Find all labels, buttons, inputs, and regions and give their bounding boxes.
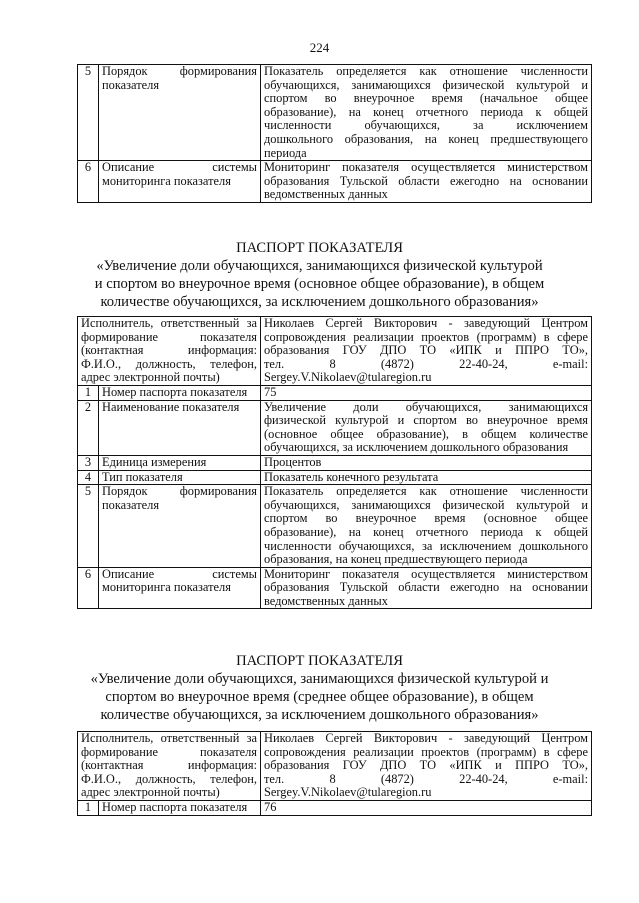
cell-line: тел. 8 (4872) 22-40-24, e-mail: (264, 771, 589, 786)
cell-line: Номер паспорта показателя (102, 384, 248, 399)
cell-line: адрес электронной почты) (81, 785, 220, 800)
executor-value (261, 732, 592, 801)
passport-subtitle-line: количестве обучающихся, за исключением дошкольного образования» (100, 707, 539, 723)
executor-value (261, 317, 592, 386)
table-row (78, 455, 592, 470)
cell-line: Ф.И.О., должность, телефон, (81, 771, 258, 786)
passport-subtitle-line: спортом во внеурочное время (среднее общее образование), в общем (105, 689, 534, 705)
table-row (78, 65, 592, 161)
row-number: 6 (78, 161, 99, 203)
passport-subtitle-line: «Увеличение доли обучающихся, занимающихся физической культурой (96, 258, 543, 274)
row-label (99, 65, 261, 161)
cell-line: Единица измерения (102, 454, 207, 469)
row-value (261, 567, 592, 609)
cell-line: формирование показателя (81, 329, 258, 344)
row-number: 3 (78, 455, 99, 470)
passport-subtitle-line: и спортом во внеурочное время (основное общее образование), в общем (94, 276, 545, 292)
table-row (78, 800, 592, 815)
indicator-table-continued (77, 64, 592, 203)
row-label (99, 470, 261, 485)
cell-line: спортом во внеурочное время (основное общее (264, 511, 589, 526)
passport-title: ПАСПОРТ ПОКАЗАТЕЛЯ (236, 653, 403, 669)
row-label (99, 800, 261, 815)
cell-line: Порядок формирования (102, 484, 258, 499)
table-row (78, 485, 592, 568)
cell-line: сопровождения реализации проектов (программ) в сфере (264, 329, 589, 344)
cell-line: Увеличение доли обучающихся, занимающихся (264, 399, 589, 414)
passport-subtitle-line: количестве обучающихся, за исключением дошкольного образования» (100, 294, 539, 310)
cell-line: образования ГОУ ДПО ТО «ИПК и ППРО ТО», (264, 758, 589, 773)
table-body (78, 732, 592, 816)
cell-line: Исполнитель, ответственный за (81, 316, 258, 330)
row-number: 6 (78, 567, 99, 609)
cell-line: мониторинга показателя (102, 580, 231, 595)
cell-line: Наименование показателя (102, 399, 240, 414)
executor-row (78, 317, 592, 386)
cell-line: 75 (264, 384, 277, 399)
row-value (261, 385, 592, 400)
table-row (78, 161, 592, 203)
passport-heading (0, 239, 639, 311)
cell-line: (основное общее образование), в общем количестве (264, 426, 589, 441)
cell-line: образование), на конец отчетного периода к общей (264, 104, 588, 119)
cell-line: (контактная информация: (81, 343, 258, 358)
row-label (99, 385, 261, 400)
cell-line: Мониторинг показателя осуществляется министерством (264, 566, 589, 581)
cell-line: Описание системы (102, 160, 257, 175)
passport-table (77, 731, 592, 816)
cell-line: показателя (102, 77, 160, 92)
cell-line: Николаев Сергей Викторович - заведующий Центром (264, 731, 589, 745)
cell-line: спортом во внеурочное время (начальное общее (264, 91, 588, 106)
row-value (261, 400, 592, 455)
row-label (99, 161, 261, 203)
cell-line: Показатель определяется как отношение численности (264, 64, 588, 78)
row-number: 1 (78, 385, 99, 400)
row-value (261, 470, 592, 485)
cell-line: периода (264, 145, 307, 160)
cell-line: показателя (102, 497, 160, 512)
cell-line: численности обучающихся, за исключением дошкольного (264, 538, 589, 553)
cell-line: Процентов (264, 454, 322, 469)
passport-heading (0, 652, 639, 724)
executor-label (78, 317, 261, 386)
row-number: 4 (78, 470, 99, 485)
passport-title: ПАСПОРТ ПОКАЗАТЕЛЯ (236, 240, 403, 256)
cell-line: образования Тульской области ежегодно на основании (264, 173, 588, 188)
cell-line: (контактная информация: (81, 758, 258, 773)
cell-line: численности обучающихся, за исключением (264, 118, 588, 133)
executor-row (78, 732, 592, 801)
row-label (99, 400, 261, 455)
table-row (78, 385, 592, 400)
cell-line: Описание системы (102, 566, 258, 581)
table-row (78, 470, 592, 485)
passport-subtitle-line: «Увеличение доли обучающихся, занимающихся физической культурой и (90, 671, 549, 687)
cell-line: Николаев Сергей Викторович - заведующий Центром (264, 316, 589, 330)
cell-line: Тип показателя (102, 469, 183, 484)
row-value (261, 800, 592, 815)
cell-line: формирование показателя (81, 744, 258, 759)
cell-line: обучающихся, занимающихся физической культурой и (264, 77, 588, 92)
row-value (261, 161, 592, 203)
cell-line: сопровождения реализации проектов (программ) в сфере (264, 744, 589, 759)
cell-line: адрес электронной почты) (81, 370, 220, 385)
cell-line: дошкольного образования, на конец предшествующего (264, 131, 588, 146)
cell-line: мониторинга показателя (102, 173, 231, 188)
row-value (261, 485, 592, 568)
table-row (78, 400, 592, 455)
cell-line: Исполнитель, ответственный за (81, 731, 258, 745)
cell-line: ведомственных данных (264, 593, 388, 608)
cell-line: Мониторинг показателя осуществляется министерством (264, 160, 588, 175)
row-value (261, 455, 592, 470)
table-body (78, 317, 592, 609)
row-number: 1 (78, 800, 99, 815)
cell-line: Sergey.V.Nikolaev@tularegion.ru (264, 370, 432, 385)
cell-line: обучающихся, за исключением дошкольного образования (264, 440, 569, 455)
cell-line: Показатель конечного результата (264, 469, 439, 484)
passport-table (77, 316, 592, 609)
cell-line: Номер паспорта показателя (102, 799, 248, 814)
cell-line: физической культурой и спортом во внеурочное время (264, 413, 589, 428)
cell-line: тел. 8 (4872) 22-40-24, e-mail: (264, 356, 589, 371)
cell-line: Показатель определяется как отношение численности (264, 484, 589, 499)
cell-line: образования Тульской области ежегодно на основании (264, 580, 589, 595)
row-number: 5 (78, 65, 99, 161)
cell-line: ведомственных данных (264, 187, 388, 202)
row-label (99, 485, 261, 568)
executor-label (78, 732, 261, 801)
page-number: 224 (309, 40, 330, 55)
cell-line: образование), на конец отчетного периода к общей (264, 524, 589, 539)
row-label (99, 455, 261, 470)
cell-line: образования, на конец предшествующего периода (264, 552, 528, 567)
cell-line: Порядок формирования (102, 64, 257, 78)
table-row (78, 567, 592, 609)
row-label (99, 567, 261, 609)
cell-line: Ф.И.О., должность, телефон, (81, 356, 258, 371)
table-body (78, 65, 592, 203)
cell-line: Sergey.V.Nikolaev@tularegion.ru (264, 785, 432, 800)
cell-line: обучающихся, занимающихся физической культурой и (264, 497, 589, 512)
cell-line: 76 (264, 799, 277, 814)
row-number: 5 (78, 485, 99, 568)
cell-line: образования ГОУ ДПО ТО «ИПК и ППРО ТО», (264, 343, 589, 358)
row-number: 2 (78, 400, 99, 455)
row-value (261, 65, 592, 161)
